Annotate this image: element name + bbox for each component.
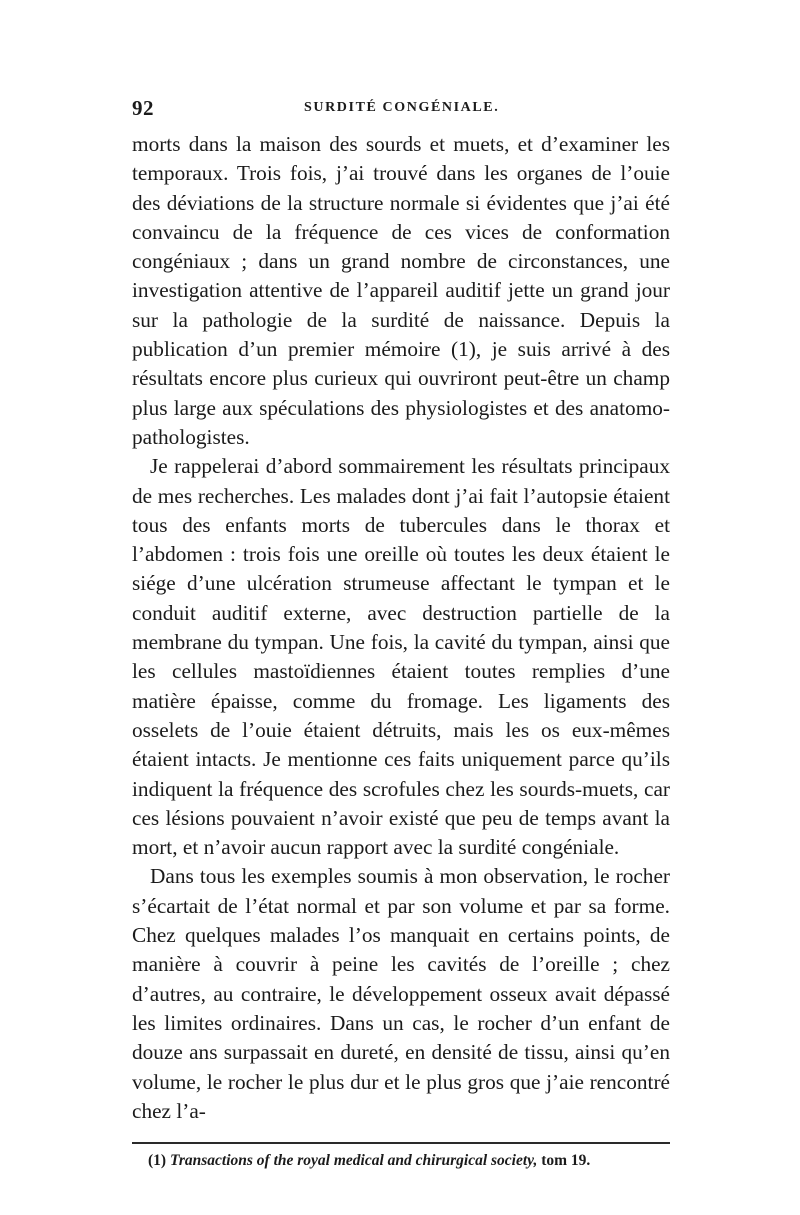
body-text — [132, 130, 670, 1126]
page-header — [132, 96, 670, 130]
footnote-divider — [132, 1142, 670, 1144]
footnote-suffix: tom 19. — [541, 1152, 591, 1170]
paragraph-3: Dans tous les exemples soumis à mon observation, le rocher s’écartait de l’état normal et par son volume et par sa forme. Chez quelques malades l’os manquait en certains points, de manière à couvrir à peine les cavités de l’oreille ; chez d’autres, au contraire, le développement osseux avait dépassé les limites ordinaires. Dans un cas, le rocher d’un enfant de douze ans surpassait en dureté, en densité de tissu, ainsi qu’en volume, le rocher le plus dur et le plus gros que j’aie rencontré chez l’a- — [132, 864, 670, 1123]
page-number: 92 — [132, 96, 154, 120]
paragraph-1: morts dans la maison des sourds et muets, et d’examiner les temporaux. Trois fois, j’ai trouvé dans les organes de l’ouie des déviations de la structure normale si évidentes que j’ai été convaincu de la fréquence de ces vices de conformation congéniaux ; dans un grand nombre de circonstances, une investigation attentive de l’appareil auditif jette un grand jour sur la pathologie de la surdité de naissance. Depuis la publication d’un premier mémoire (1), je suis arrivé à des résultats encore plus curieux qui ouvriront peut-être un champ plus large aux spéculations des physiologistes et des anatomo-pathologistes. — [132, 132, 670, 449]
footnote-title: Transactions of the royal medical and chirurgical society, — [169, 1152, 538, 1170]
book-page — [132, 96, 670, 1170]
paragraph-2: Je rappelerai d’abord sommairement les résultats principaux de mes recherches. Les malades dont j’ai fait l’autopsie étaient tous des enfants morts de tubercules dans le thorax et l’abdomen : trois fois une oreille où toutes les deux étaient le siége d’une ulcération strumeuse affectant le tympan et le conduit auditif externe, avec destruction partielle de la membrane du tympan. Une fois, la cavité du tympan, ainsi que les cellules mastoïdiennes étaient toutes remplies d’une matière épaisse, comme du fromage. Les ligaments des osselets de l’ouie étaient détruits, mais les os eux-mêmes étaient intacts. Je mentionne ces faits uniquement parce qu’ils indiquent la fréquence des scrofules chez les sourds-muets, car ces lésions pouvaient n’avoir existé que peu de temps avant la mort, et n’avoir aucun rapport avec la surdité congéniale. — [132, 454, 670, 860]
footnote-marker: (1) — [148, 1152, 167, 1170]
running-title: SURDITÉ CONGÉNIALE. — [304, 100, 500, 115]
footnote — [132, 1152, 670, 1170]
